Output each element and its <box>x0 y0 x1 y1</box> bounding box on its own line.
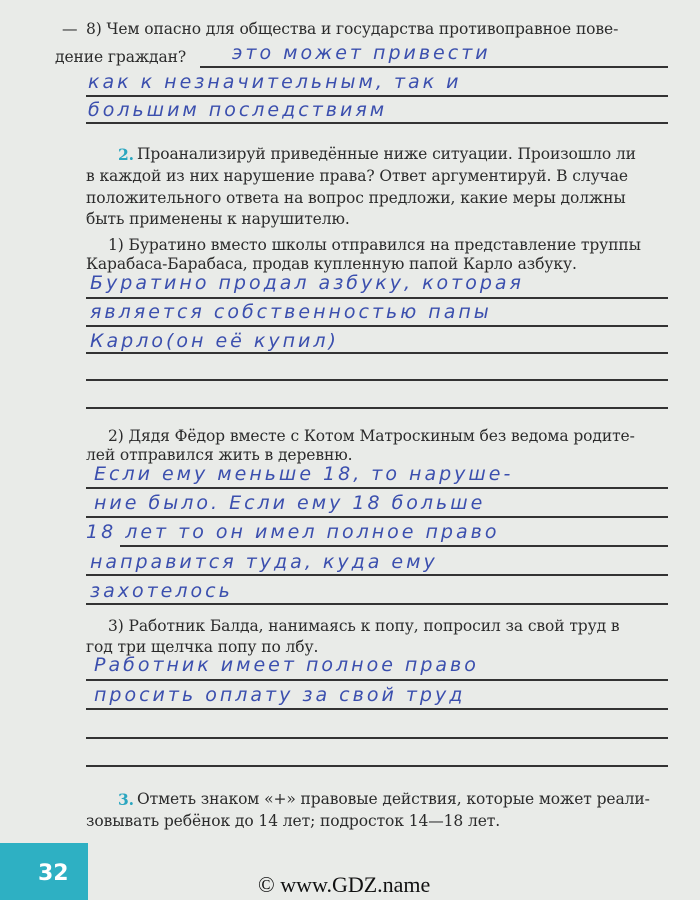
situation-text: 1) Буратино вместо школы отправился на представление труппы <box>108 236 641 254</box>
handwritten-answer: большим последствиям <box>88 99 388 121</box>
handwritten-answer: Карло(он её купил) <box>90 330 339 352</box>
footer-watermark: © www.GDZ.name <box>258 872 431 897</box>
handwritten-answer: Если ему меньше 18, то наруше- <box>94 463 514 485</box>
handwritten-answer: просить оплату за свой труд <box>94 684 466 706</box>
task-number: 3. <box>118 790 134 809</box>
handwritten-answer: как к незначительным, так и <box>88 71 462 93</box>
page-number-badge <box>0 843 88 900</box>
situation-text: лей отправился жить в деревню. <box>86 446 353 464</box>
handwritten-answer: является собственностью папы <box>90 301 492 323</box>
task-text: в каждой из них нарушение права? Ответ аргументируй. В случае <box>86 167 628 185</box>
handwritten-answer: захотелось <box>90 580 233 602</box>
handwritten-answer: ние было. Если ему 18 больше <box>94 492 486 514</box>
task-text: Отметь знаком «+» правовые действия, которые может реали- <box>137 790 650 808</box>
task-text: Проанализируй приведённые ниже ситуации. Произошло ли <box>137 145 636 163</box>
handwritten-answer: 18 лет то он имел полное право <box>86 521 500 543</box>
situation-text: 3) Работник Балда, нанимаясь к попу, попросил за свой труд в <box>108 617 620 635</box>
question-text: дение граждан? <box>55 48 187 66</box>
handwritten-answer: Буратино продал азбуку, которая <box>90 272 524 294</box>
page-number: 32 <box>38 861 69 886</box>
task-text: зовывать ребёнок до 14 лет; подросток 14—18 лет. <box>86 812 501 830</box>
handwritten-answer: Работник имеет полное право <box>94 654 479 676</box>
task-text: положительного ответа на вопрос предложи, какие меры должны <box>86 189 626 207</box>
handwritten-answer: направится туда, куда ему <box>90 551 438 573</box>
situation-text: 2) Дядя Фёдор вместе с Котом Матроскиным без ведома родите- <box>108 427 635 445</box>
situation-text: год три щелчка попу по лбу. <box>86 638 319 656</box>
dash: — <box>62 20 78 38</box>
handwritten-answer: это может привести <box>232 42 491 64</box>
question-text: 8) Чем опасно для общества и государства противоправное пове- <box>86 20 619 38</box>
task-number: 2. <box>118 145 134 164</box>
situation-text: Карабаса-Барабаса, продав купленную папой Карло азбуку. <box>86 255 577 273</box>
task-text: быть применены к нарушителю. <box>86 210 350 228</box>
